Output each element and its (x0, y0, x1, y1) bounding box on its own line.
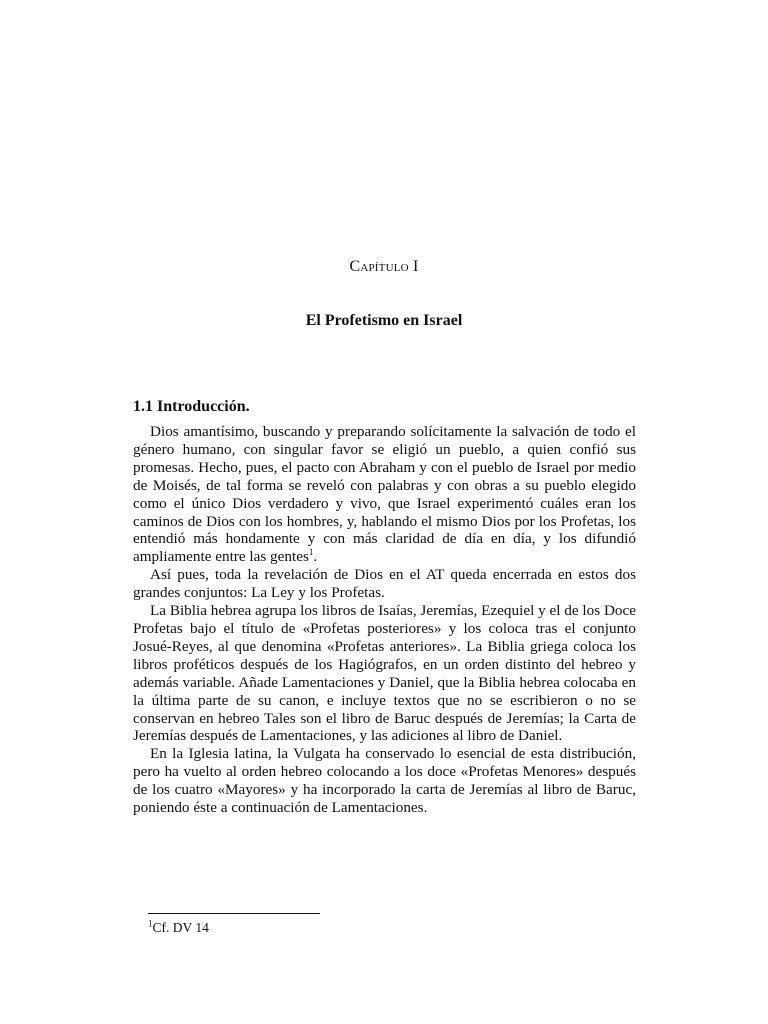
body-text (133, 423, 636, 817)
paragraph: En la Iglesia latina, la Vulgata ha conservado lo esencial de esta distribución, pero ha vuelto al orden hebreo colocando a los doce «Profetas Menores» después de los cuatro «Mayores» y ha incorporado la carta de Jeremías al libro de Baruc, poniendo éste a continuación de Lamentaciones. (133, 745, 636, 817)
footnote-number: 1 (148, 918, 153, 929)
chapter-title: El Profetismo en Israel (305, 312, 463, 329)
footnote-text: Cf. DV 14 (152, 920, 209, 935)
paragraph-text: Dios amantísimo, buscando y preparando solícitamente la salvación de todo el género humano, con singular favor se eligió un pueblo, a quien confió sus promesas. Hecho, pues, el pacto con Abraham y con el pueblo de Israel por medio de Moisés, de tal forma se reveló con palabras y con obras a su pueblo elegido como el único Dios verdadero y vivo, que Israel experimentó cuáles eran los caminos de Dios con los hombres, y, hablando el mismo Dios por los Profetas, los entendió más hondamente y con más claridad de día en día, y los difundió ampliamente entre las gentes (133, 423, 636, 566)
paragraph: La Biblia hebrea agrupa los libros de Isaías, Jeremías, Ezequiel y el de los Doce Profetas bajo el título de «Profetas posteriores» y los coloca tras el conjunto Josué-Reyes, al que denomina «Profetas anteriores». La Biblia griega coloca los libros proféticos después de los Hagiógrafos, en un orden distinto del hebreo y además variable. Añade Lamentaciones y Daniel, que la Biblia hebrea colocaba en la última parte de su canon, e incluye textos que no se escribieron o no se conservan en hebreo Tales son el libro de Baruc después de Jeremías; la Carta de Jeremías después de Lamentaciones, y las adiciones al libro de Daniel. (133, 602, 636, 745)
chapter-label: Capítulo I (349, 258, 419, 275)
section-heading: 1.1 Introducción. (133, 398, 250, 415)
footnote-reference[interactable]: 1 (308, 547, 314, 558)
footnote (148, 920, 209, 936)
paragraph: Así pues, toda la revelación de Dios en el AT queda encerrada en estos dos grandes conjuntos: La Ley y los Profetas. (133, 566, 636, 602)
paragraph-end: . (313, 548, 318, 566)
footnote-divider (148, 913, 320, 914)
paragraph (133, 423, 636, 566)
